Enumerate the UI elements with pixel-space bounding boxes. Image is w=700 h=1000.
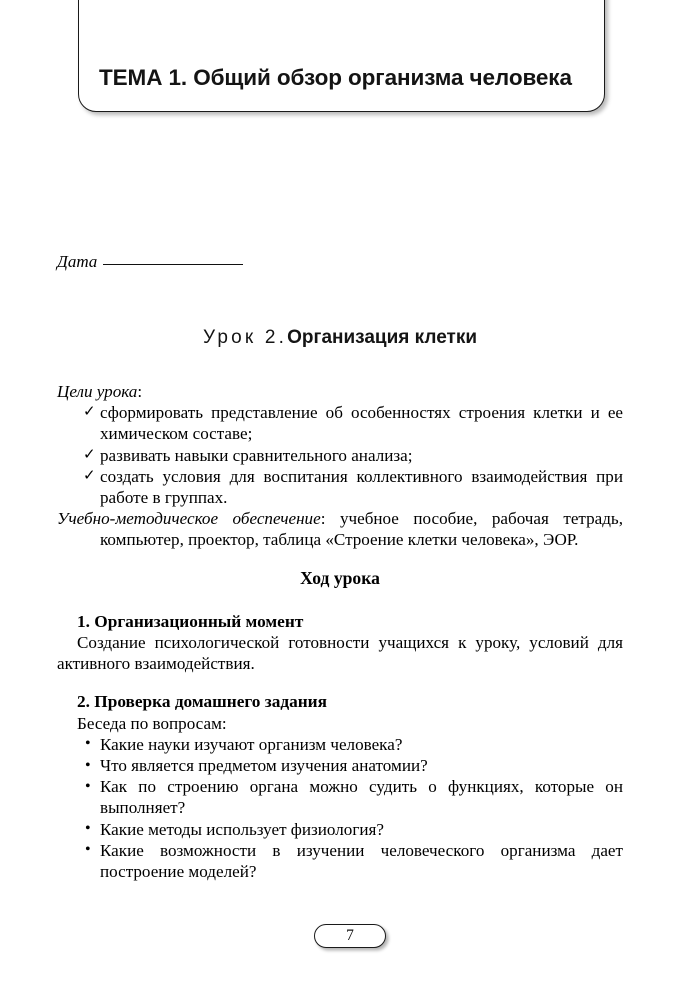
theme-banner-title: ТЕМА 1. Общий обзор организма человека	[99, 65, 572, 90]
list-item: • Какие возможности в изучении человеческого организма дает построение моделей?	[57, 840, 623, 882]
date-label: Дата	[57, 252, 98, 271]
spacer	[57, 589, 623, 611]
objectives-colon: :	[137, 382, 143, 401]
list-item: • Какие науки изучают организм человека?	[57, 734, 623, 755]
lesson-title	[57, 327, 623, 349]
lesson-number-label: Урок 2.	[202, 327, 288, 348]
lesson-body	[57, 381, 623, 882]
list-item: ✓ сформировать представление об особенностях строения клетки и ее химическом составе;	[57, 402, 623, 444]
list-item: ✓ создать условия для воспитания коллективного взаимодействия при работе в группах.	[57, 466, 623, 508]
date-line	[57, 252, 243, 272]
list-item: ✓ развивать навыки сравнительного анализа;	[57, 445, 623, 466]
objectives-list	[57, 402, 623, 508]
list-item: • Как по строению органа можно судить о функциях, которые он выполняет?	[57, 776, 623, 818]
resources-paragraph	[57, 508, 623, 550]
lesson-name: Организация клетки	[287, 327, 478, 348]
section-1-body: Создание психологической готовности учащихся к уроку, условий для активного взаимодействия.	[57, 633, 623, 674]
objectives-label: Цели урока	[57, 382, 138, 401]
section-1-heading: 1. Организационный момент	[77, 611, 304, 631]
resources-label: Учебно-методическое обеспечение	[57, 509, 321, 529]
course-heading: Ход урока	[300, 567, 380, 588]
section-2-questions	[57, 734, 623, 882]
resources-text: : учебное пособие, рабочая тетрадь, компьютер, проектор, таблица «Строение клетки человека», ЭОР.	[100, 509, 624, 550]
list-item: • Что является предметом изучения анатомии?	[57, 755, 623, 776]
spacer	[57, 551, 623, 568]
date-blank-rule	[103, 252, 243, 265]
objectives-label-line	[57, 381, 623, 402]
page-content	[57, 0, 623, 1000]
list-item: • Какие методы использует физиология?	[57, 819, 623, 840]
spacer	[57, 674, 623, 691]
section-2-heading: 2. Проверка домашнего задания	[77, 692, 327, 712]
section-2-intro: Беседа по вопросам:	[77, 713, 227, 733]
page-number-badge	[314, 924, 386, 948]
page-number-value: 7	[346, 927, 354, 944]
